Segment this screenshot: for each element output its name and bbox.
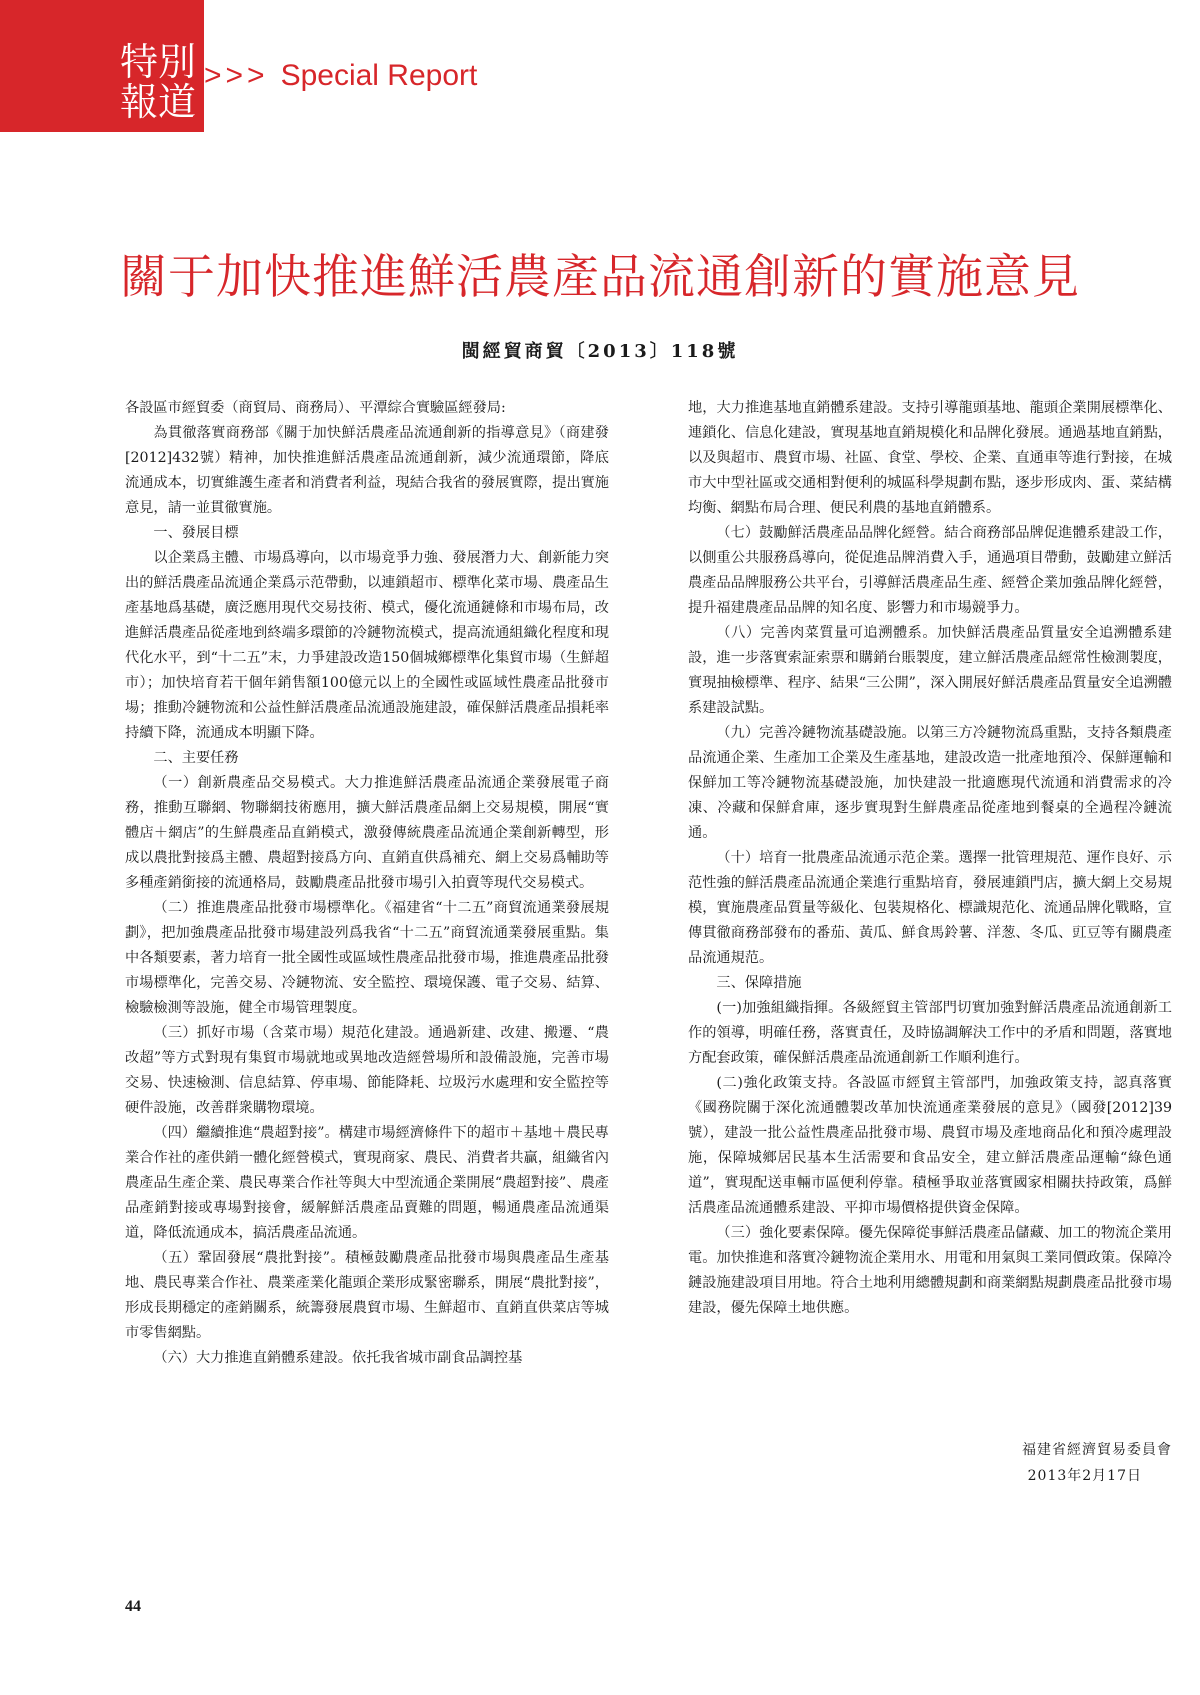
paragraph: 地，大力推進基地直銷體系建設。支持引導龍頭基地、龍頭企業開展標準化、連鎖化、信息化建設，實現基地直銷規模化和品牌化發展。通過基地直銷點，以及與超市、農貿市場、社區、食堂、學校、企業、直通車等進行對接，在城市大中型社區或交通相對便利的城區科學規劃布點，逐步形成肉、蛋、菜結構均衡、網點布局合理、便民利農的基地直銷體系。 — [688, 400, 1172, 516]
arrows-decoration: >>> — [204, 59, 269, 92]
section-heading: 一、發展目標 — [153, 525, 239, 541]
paragraph: （六）大力推進直銷體系建設。依托我省城市副食品調控基 — [153, 1350, 523, 1366]
right-column — [688, 396, 1172, 1321]
salutation: 各設區市經貿委（商貿局、商務局）、平潭綜合實驗區經發局: — [125, 400, 506, 416]
paragraph: 以企業爲主體、市場爲導向，以市場竟爭力強、發展潛力大、創新能力突出的鮮活農產品流通企業爲示范帶動，以連鎖超市、標準化菜市場、農產品生產基地爲基礎，廣泛應用現代交易技術、模式，優化流通鏈條和市場布局，改進鮮活農產品從產地到終端多環節的冷鏈物流模式，提高流通組織化程度和現代化水平，到“十二五”末，力爭建設改造150個城鄉標準化集貿市場（生鮮超市）；加快培育若干個年銷售額100億元以上的全國性或區域性農產品批發市場；推動冷鏈物流和公益性鮮活農產品流通設施建設，確保鮮活農產品損耗率持續下降，流通成本明顯下降。 — [125, 550, 609, 741]
paragraph: 為貫徹落實商務部《關于加快鮮活農產品流通創新的指導意見》（商建發[2012]432號）精神，加快推進鮮活農產品流通創新，減少流通環節，降底流通成本，切實維護生產者和消費者利益，現結合我省的發展實際，提出實施意見，請一並貫徹實施。 — [125, 425, 609, 516]
paragraph: （五）鞏固發展“農批對接”。積極鼓勵農產品批發市場與農產品生產基地、農民專業合作社、農業產業化龍頭企業形成緊密聯系，開展“農批對接”，形成長期穩定的產銷關系，統籌發展農貿市場、生鮮超市、直銷直供菜店等城市零售網點。 — [125, 1250, 609, 1341]
paragraph: （九）完善冷鏈物流基礎設施。以第三方冷鏈物流爲重點，支持各類農產品流通企業、生產加工企業及生產基地，建設改造一批產地預冷、保鮮運輸和保鮮加工等冷鏈物流基礎設施，加快建設一批適應現代流通和消費需求的冷凍、冷藏和保鮮倉庫，逐步實現對生鮮農產品從產地到餐桌的全過程冷鏈流通。 — [688, 725, 1172, 841]
signature-org: 福建省經濟貿易委員會 — [1022, 1442, 1172, 1458]
section-label-line2: 報道 — [120, 80, 197, 124]
section-header-box — [0, 0, 204, 132]
paragraph: （一）創新農產品交易模式。大力推進鮮活農產品流通企業發展電子商務，推動互聯網、物聯網技術應用，擴大鮮活農產品網上交易規模，開展“實體店＋網店”的生鮮農產品直銷模式，激發傳統農產品流通企業創新轉型，形成以農批對接爲主體、農超對接爲方向、直銷直供爲補充、網上交易爲輔助等多種產銷銜接的流通格局，鼓勵農產品批發市場引入拍賣等現代交易模式。 — [125, 775, 609, 891]
article-title: 關于加快推進鮮活農產品流通創新的實施意見 — [120, 250, 1080, 305]
section-heading: 二、主要任務 — [153, 750, 239, 766]
paragraph: （三）抓好市場（含菜市場）規范化建設。通過新建、改建、搬遷、“農改超”等方式對現有集貿市場就地或異地改造經營場所和設備設施，完善市場交易、快速檢測、信息結算、停車場、節能降耗、垃圾污水處理和安全監控等硬件設施，改善群衆購物環境。 — [125, 1025, 609, 1116]
section-label-en — [204, 56, 477, 96]
section-label-line1: 特別 — [120, 40, 197, 84]
paragraph: （三）強化要素保障。優先保障從事鮮活農產品儲藏、加工的物流企業用電。加快推進和落實冷鏈物流企業用水、用電和用氣與工業同價政策。保障冷鏈設施建設項目用地。符合土地利用總體規劃和商業網點規劃農產品批發市場建設，優先保障土地供應。 — [688, 1225, 1172, 1316]
paragraph: (二)強化政策支持。各設區市經貿主管部門，加強政策支持，認真落實《國務院關于深化流通體製改革加快流通產業發展的意見》（國發[2012]39號），建設一批公益性農產品批發市場、農貿市場及產地商品化和預冷處理設施，保障城鄉居民基本生活需要和食品安全，建立鮮活農產品運輸“綠色通道”，實現配送車輛市區便利停靠。積極爭取並落實國家相關扶持政策，爲鮮活農產品流通體系建設、平抑市場價格提供資金保障。 — [688, 1075, 1172, 1216]
section-label-cn — [120, 42, 204, 122]
page-number: 44 — [125, 1598, 141, 1615]
paragraph: （七）鼓勵鮮活農產品品牌化經營。結合商務部品牌促進體系建設工作，以側重公共服務爲導向，從促進品牌消費入手，通過項目帶動，鼓勵建立鮮活農產品品牌服務公共平台，引導鮮活農產品生產、經營企業加強品牌化經營，提升福建農產品品牌的知名度、影響力和市場競爭力。 — [688, 525, 1172, 616]
section-en-text: Special Report — [280, 59, 478, 92]
paragraph: （四）繼續推進“農超對接”。構建市場經濟條件下的超市＋基地＋農民專業合作社的產供銷一體化經營模式，實現商家、農民、消費者共贏，組織省內農產品生產企業、農民專業合作社等與大中型流通企業開展“農超對接”、農產品產銷對接或專場對接會，緩解鮮活農產品賣難的問題，暢通農產品流通渠道，降低流通成本，搞活農產品流通。 — [125, 1125, 609, 1241]
left-column — [125, 396, 609, 1371]
paragraph: （八）完善肉菜質量可追溯體系。加快鮮活農產品質量安全追溯體系建設，進一步落實索証索票和購銷台賬製度，建立鮮活農產品經常性檢測製度，實現抽檢標準、程序、結果“三公開”，深入開展好鮮活農產品質量安全追溯體系建設試點。 — [688, 625, 1172, 716]
paragraph: （十）培育一批農產品流通示范企業。選擇一批管理規范、運作良好、示范性強的鮮活農產品流通企業進行重點培育，發展連鎖門店，擴大網上交易規模，實施農產品質量等級化、包裝規格化、標識規范化、流通品牌化戰略，宣傳貫徹商務部發布的番茄、黃瓜、鮮食馬鈴薯、洋葱、冬瓜、豇豆等有關農產品流通規范。 — [688, 850, 1172, 966]
document-number: 閩經貿商貿〔2013〕118號 — [461, 341, 739, 362]
paragraph: （二）推進農產品批發市場標準化。《福建省“十二五”商貿流通業發展規劃》，把加強農產品批發市場建設列爲我省“十二五”商貿流通業發展重點。集中各類要素，著力培育一批全國性或區域性農產品批發市場，推進農產品批發市場標準化，完善交易、冷鏈物流、安全監控、環境保護、電子交易、結算、檢驗檢測等設施，健全市場管理製度。 — [125, 900, 609, 1016]
signature-date: 2013年2月17日 — [1027, 1468, 1142, 1484]
paragraph: (一)加強組織指揮。各級經貿主管部門切實加強對鮮活農產品流通創新工作的領導，明確任務，落實責任，及時協調解決工作中的矛盾和問題，落實地方配套政策，確保鮮活農產品流通創新工作順利進行。 — [688, 1000, 1172, 1066]
section-heading: 三、保障措施 — [716, 975, 802, 991]
